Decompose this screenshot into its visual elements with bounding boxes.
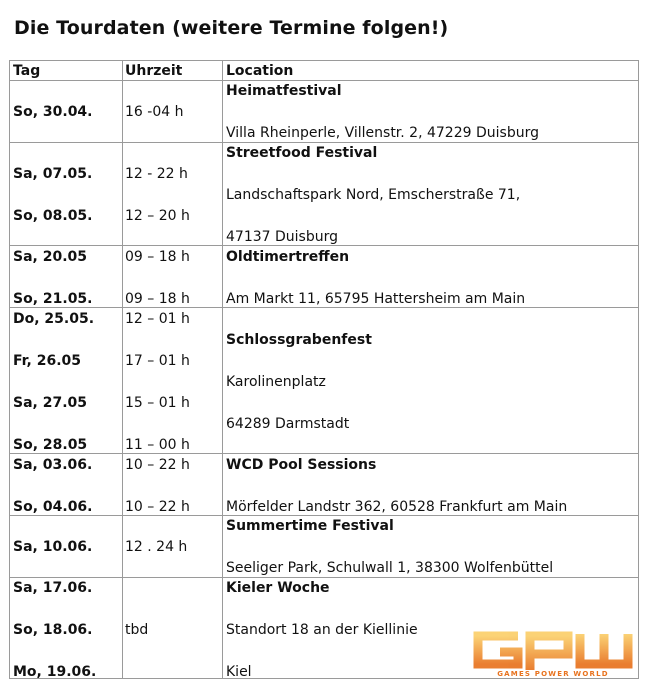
row-divider — [10, 142, 638, 143]
day-cell: So, 08.05. — [13, 208, 93, 224]
day-cell: Sa, 17.06. — [13, 580, 93, 596]
day-cell: Mo, 19.06. — [13, 664, 97, 680]
time-cell: 12 . 24 h — [125, 539, 188, 555]
time-cell: 17 – 01 h — [125, 353, 190, 369]
day-cell: Sa, 03.06. — [13, 457, 93, 473]
time-cell: 11 – 00 h — [125, 437, 190, 453]
day-cell: Sa, 20.05 — [13, 249, 88, 265]
page-title: Die Tourdaten (weitere Termine folgen!) — [14, 17, 449, 39]
column-header-time: Uhrzeit — [125, 63, 183, 79]
event-name: Schlossgrabenfest — [226, 332, 372, 348]
tour-dates-table — [9, 60, 639, 679]
time-cell: 09 – 18 h — [125, 291, 190, 307]
event-name: WCD Pool Sessions — [226, 457, 377, 473]
time-cell: 10 – 22 h — [125, 499, 190, 515]
day-cell: Do, 25.05. — [13, 311, 95, 327]
day-cell: So, 30.04. — [13, 104, 93, 120]
event-address: Seeliger Park, Schulwall 1, 38300 Wolfenbüttel — [226, 560, 554, 576]
event-name: Summertime Festival — [226, 518, 394, 534]
watermark-tagline: GAMES POWER WORLD — [497, 670, 609, 678]
row-divider — [10, 577, 638, 578]
header-divider — [10, 80, 638, 81]
event-address: Mörfelder Landstr 362, 60528 Frankfurt am Main — [226, 499, 568, 515]
event-address: Standort 18 an der Kiellinie — [226, 622, 418, 638]
event-address: 64289 Darmstadt — [226, 416, 350, 432]
column-divider — [122, 61, 123, 678]
time-cell: tbd — [125, 622, 149, 638]
time-cell: 10 – 22 h — [125, 457, 190, 473]
day-cell: So, 28.05 — [13, 437, 88, 453]
day-cell: So, 04.06. — [13, 499, 93, 515]
time-cell: 12 - 22 h — [125, 166, 188, 182]
event-address: 47137 Duisburg — [226, 229, 338, 245]
row-divider — [10, 453, 638, 454]
event-name: Heimatfestival — [226, 83, 342, 99]
day-cell: Sa, 10.06. — [13, 539, 93, 555]
event-address: Karolinenplatz — [226, 374, 326, 390]
event-name: Kieler Woche — [226, 580, 330, 596]
time-cell: 09 – 18 h — [125, 249, 190, 265]
column-divider — [222, 61, 223, 678]
time-cell: 12 – 01 h — [125, 311, 190, 327]
day-cell: So, 18.06. — [13, 622, 93, 638]
time-cell: 15 – 01 h — [125, 395, 190, 411]
day-cell: Sa, 27.05 — [13, 395, 88, 411]
event-address: Landschaftspark Nord, Emscherstraße 71, — [226, 187, 521, 203]
day-cell: Fr, 26.05 — [13, 353, 81, 369]
column-header-day: Tag — [13, 63, 41, 79]
gpw-watermark-logo — [470, 628, 636, 678]
time-cell: 12 – 20 h — [125, 208, 190, 224]
day-cell: So, 21.05. — [13, 291, 93, 307]
event-name: Streetfood Festival — [226, 145, 378, 161]
event-address: Am Markt 11, 65795 Hattersheim am Main — [226, 291, 526, 307]
day-cell: Sa, 07.05. — [13, 166, 93, 182]
column-header-location: Location — [226, 63, 294, 79]
event-address: Kiel — [226, 664, 252, 680]
time-cell: 16 -04 h — [125, 104, 184, 120]
event-name: Oldtimertreffen — [226, 249, 350, 265]
event-address: Villa Rheinperle, Villenstr. 2, 47229 Duisburg — [226, 125, 539, 141]
